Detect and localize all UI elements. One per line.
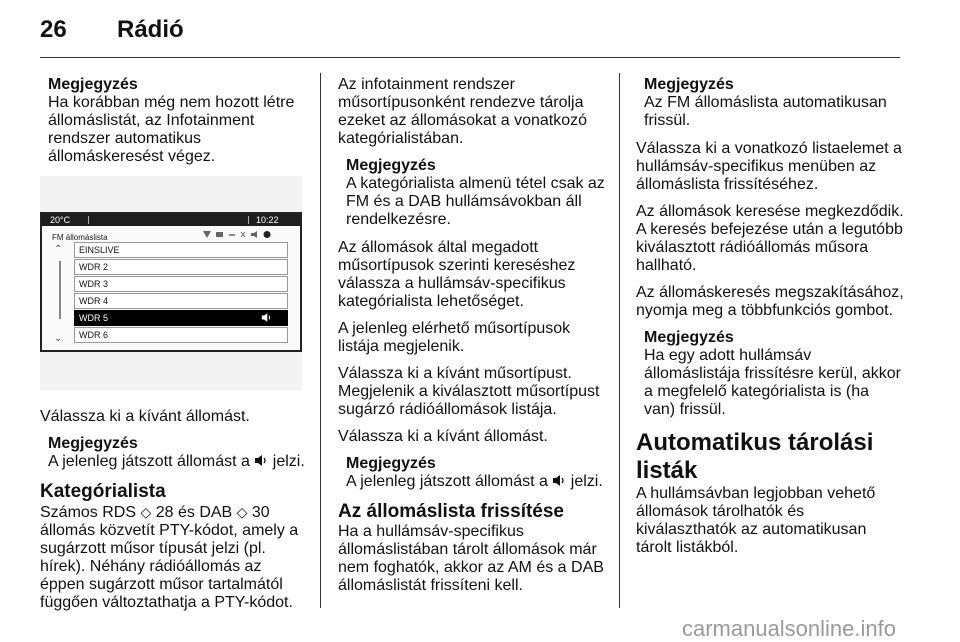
note bbox=[346, 455, 606, 491]
page-ref-arrow-icon: ◇ bbox=[140, 504, 152, 520]
note bbox=[644, 76, 904, 130]
paragraph: Válassza ki a vonatkozó listaelemet a hullámsáv-specifikus menüben az állomáslista frissítéséhez. bbox=[636, 140, 902, 193]
scrollbar[interactable] bbox=[59, 261, 61, 319]
column-2 bbox=[338, 76, 606, 604]
station-row-selected[interactable] bbox=[74, 310, 288, 326]
station-list bbox=[74, 242, 288, 344]
station-name: WDR 5 bbox=[79, 313, 108, 323]
chapter-title: Rádió bbox=[117, 16, 184, 43]
scroll-up-icon[interactable]: ⌃ bbox=[54, 244, 63, 255]
note-text: A jelenleg játszott állomást a jelzi. bbox=[48, 453, 305, 470]
status-bar bbox=[42, 214, 300, 226]
paragraph: Az állomáskeresés megszakításához, nyomja meg a többfunkciós gombot. bbox=[636, 284, 904, 319]
station-name: EINSLIVE bbox=[79, 245, 120, 255]
speaker-icon bbox=[552, 474, 566, 487]
note bbox=[644, 329, 904, 419]
page-ref-arrow-icon: ◇ bbox=[236, 504, 248, 520]
speaker-icon bbox=[254, 454, 268, 467]
station-row[interactable] bbox=[74, 259, 288, 275]
clock: 10:22 bbox=[256, 215, 279, 225]
note-label: Megjegyzés bbox=[346, 157, 436, 174]
note-label: Megjegyzés bbox=[48, 435, 138, 452]
note-label: Megjegyzés bbox=[346, 455, 436, 472]
note-label: Megjegyzés bbox=[48, 76, 138, 93]
list-title: FM állomáslista bbox=[52, 233, 108, 242]
station-name: WDR 3 bbox=[79, 279, 108, 289]
note-text: A jelenleg játszott állomást a jelzi. bbox=[346, 473, 603, 490]
note bbox=[48, 76, 308, 166]
column-divider bbox=[320, 73, 321, 608]
station-row[interactable] bbox=[74, 293, 288, 309]
page-header bbox=[0, 0, 960, 60]
note-text: Az FM állomáslista automatikusan frissül. bbox=[644, 94, 887, 129]
column-3 bbox=[636, 76, 904, 566]
note bbox=[48, 435, 308, 471]
paragraph: Az infotainment rendszer műsortípusonként rendezve tárolja ezeket az állomásokat a vonatkozó kategórialistában. bbox=[338, 76, 588, 147]
note bbox=[346, 157, 606, 229]
station-name: WDR 4 bbox=[79, 296, 108, 306]
screen bbox=[42, 214, 300, 350]
paragraph: Az állomások keresése megkezdődik. A keresés befejezése után a legutóbb kiválasztott rádióállomás műsora hallható. bbox=[636, 203, 904, 274]
section-heading: Kategórialista bbox=[40, 481, 166, 502]
note-text: Ha korábban még nem hozott létre állomáslistát, az Infotainment rendszer automatikus állomáskeresést végez. bbox=[48, 94, 295, 165]
column-1 bbox=[40, 76, 308, 621]
station-name: WDR 6 bbox=[79, 330, 108, 340]
paragraph: A jelenleg elérhető műsortípusok listája megjelenik. bbox=[338, 320, 571, 355]
toolbar-icon-strip bbox=[202, 230, 272, 239]
paragraph: Válassza ki a kívánt állomást. bbox=[338, 428, 548, 445]
note-text: Ha egy adott hullámsáv állomáslistája frissítésre kerül, akkor a megfelelő kategórialista is (ha van) frissül. bbox=[644, 347, 901, 418]
note-label: Megjegyzés bbox=[644, 329, 734, 346]
status-divider bbox=[88, 216, 89, 224]
infotainment-screenshot bbox=[40, 176, 302, 390]
speaker-icon bbox=[261, 312, 272, 323]
paragraph: A hullámsávban legjobban vehető állomások tárolhatók és kiválaszthatók az automatikusan tárolt listákból. bbox=[636, 485, 876, 556]
status-divider bbox=[248, 216, 249, 224]
watermark: carmanualsonline.info bbox=[681, 616, 896, 641]
note-label: Megjegyzés bbox=[644, 76, 734, 93]
paragraph: Az állomások által megadott műsortípusok szerinti kereséshez válassza a hullámsáv-specifikus kategórialista lehetőséget. bbox=[338, 239, 576, 310]
paragraph: Válassza ki a kívánt műsortípust. Megjelenik a kiválasztott műsortípust sugárzó rádióállomások listája. bbox=[338, 365, 600, 418]
section-heading: Automatikus tárolási listák bbox=[636, 429, 874, 484]
note-text: A kategórialista almenü tétel csak az FM és a DAB hullámsávokban áll rendelkezésre. bbox=[346, 175, 605, 228]
paragraph: Számos RDS ◇ 28 és DAB ◇ 30 állomás közvetít PTY-kódot, amely a sugárzott műsor típusát jelzi (pl. hírek). Néhány rádióállomás az éppen sugárzott műsor tartalmától függően változtathatja a PTY-kódot. bbox=[40, 504, 299, 611]
page-number: 26 bbox=[40, 16, 67, 43]
screen-frame bbox=[40, 212, 302, 352]
header-rule bbox=[40, 57, 900, 58]
temperature: 20°C bbox=[50, 215, 71, 225]
paragraph: Válassza ki a kívánt állomást. bbox=[40, 408, 250, 425]
station-row[interactable] bbox=[74, 327, 288, 343]
station-row[interactable] bbox=[74, 276, 288, 292]
station-name: WDR 2 bbox=[79, 262, 108, 272]
station-row[interactable] bbox=[74, 242, 288, 258]
paragraph: Ha a hullámsáv-specifikus állomáslistában tárolt állomások már nem foghatók, akkor az AM és a DAB állomáslistát frissíteni kell. bbox=[338, 523, 604, 594]
scroll-down-icon[interactable]: ⌄ bbox=[54, 333, 63, 344]
section-heading: Az állomáslista frissítése bbox=[338, 501, 564, 522]
column-divider bbox=[619, 73, 620, 608]
